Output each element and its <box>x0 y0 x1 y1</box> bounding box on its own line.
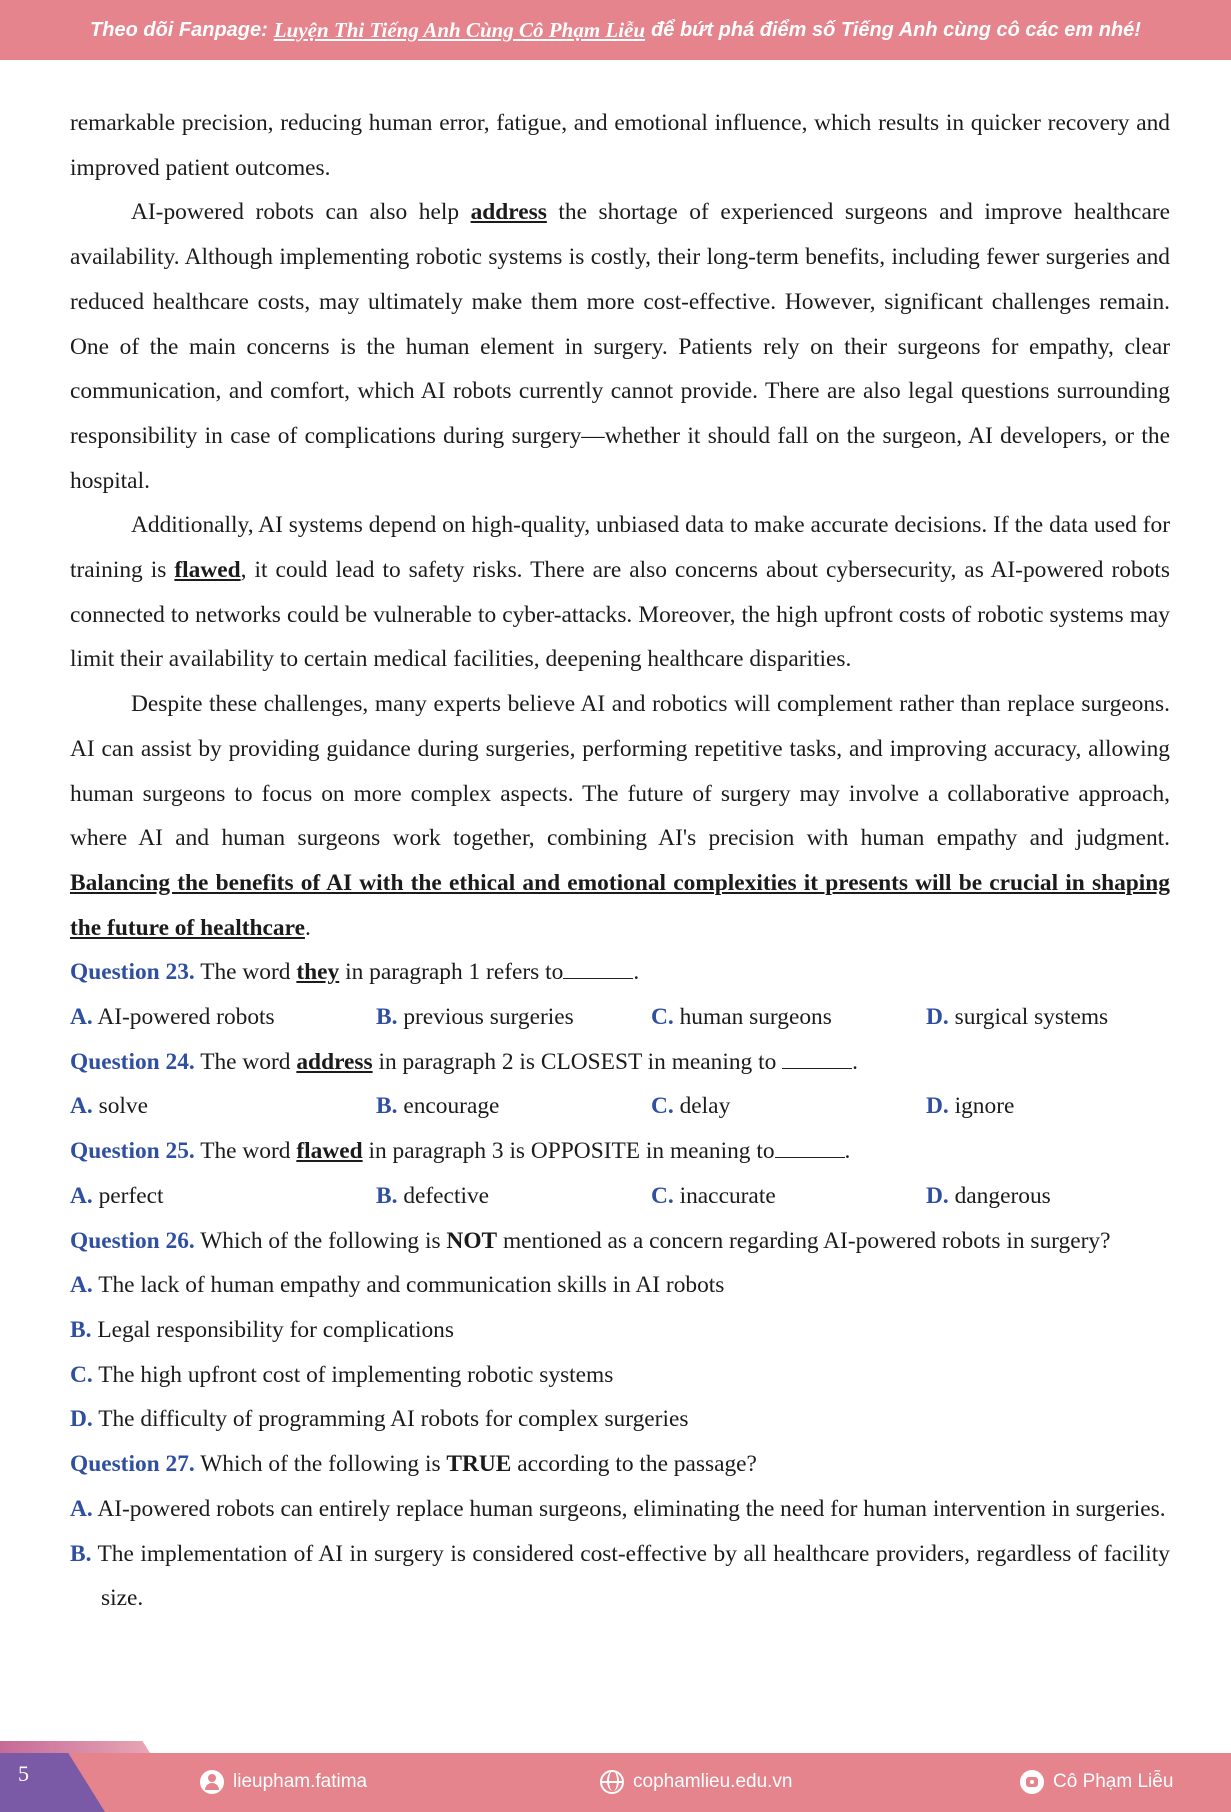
option-a[interactable]: A. The lack of human empathy and communication skills in AI robots <box>70 1272 725 1299</box>
question-25-word: flawed <box>296 1138 363 1165</box>
question-26: Question 26. Which of the following is NOT mentioned as a concern regarding AI-powered robots in surgery? <box>70 1227 1111 1254</box>
question-24-options <box>70 1084 1170 1129</box>
question-26-label: Question 26. <box>70 1227 195 1254</box>
option-a[interactable]: A. solve <box>70 1093 148 1120</box>
answer-blank <box>563 956 633 979</box>
question-27-keyword: TRUE <box>446 1451 512 1478</box>
question-23: Question 23. The word they in paragraph 1 refers to . <box>70 950 1170 995</box>
page-number-wedge <box>0 1753 105 1812</box>
option-d[interactable]: D. dangerous <box>926 1182 1051 1209</box>
paragraph-1-end: remarkable precision, reducing human error, fatigue, and emotional influence, which results in quicker recovery and improved patient outcomes. <box>70 110 1170 181</box>
option-c[interactable]: C. delay <box>651 1093 731 1120</box>
header-banner <box>0 0 1231 60</box>
option-b[interactable]: B. previous surgeries <box>376 1004 574 1031</box>
footer-profile-label: lieupham.fatima <box>233 1771 368 1792</box>
option-b[interactable]: B. Legal responsibility for complications <box>70 1316 454 1343</box>
highlighted-sentence: Balancing the benefits of AI with the ethical and emotional complexities it presents will be crucial in shaping the future of healthcare <box>70 869 1170 941</box>
question-23-label: Question 23. <box>70 959 195 986</box>
option-b[interactable]: B. The implementation of AI in surgery is considered cost-effective by all healthcare providers, regardless of facility size. <box>70 1540 1170 1612</box>
option-d[interactable]: D. surgical systems <box>926 1004 1109 1031</box>
option-c[interactable]: C. human surgeons <box>651 1004 832 1031</box>
option-d[interactable]: D. The difficulty of programming AI robots for complex surgeries <box>70 1406 689 1433</box>
page-number: 5 <box>18 1761 29 1786</box>
header-suffix: để bứt phá điểm số Tiếng Anh cùng cô các em nhé! <box>651 18 1141 41</box>
question-24-label: Question 24. <box>70 1048 195 1075</box>
option-c[interactable]: C. inaccurate <box>651 1182 776 1209</box>
page-accent-strip <box>0 1741 150 1753</box>
footer-channel[interactable] <box>1020 1770 1173 1794</box>
globe-icon <box>600 1770 624 1794</box>
question-25-options <box>70 1174 1170 1219</box>
footer-channel-label: Cô Phạm Liễu <box>1053 1771 1174 1792</box>
paragraph-3: Additionally, AI systems depend on high-quality, unbiased data to make accurate decisions. If the data used for training is flawed, it could lead to safety risks. There are also concerns about cybersecurity, as AI-powered robots connected to networks could be vulnerable to cyber-attacks. Moreover, the high upfront costs of robotic systems may limit their availability to certain medical facilities, deepening healthcare disparities. <box>70 512 1170 673</box>
footer-website[interactable] <box>600 1770 793 1794</box>
option-a[interactable]: A. AI-powered robots <box>70 1004 275 1031</box>
paragraph-2: AI-powered robots can also help address the shortage of experienced surgeons and improve healthcare availability. Although implementing robotic systems is costly, their long-term benefits, including fewer surgeries and reduced healthcare costs, may ultimately make them more cost-effective. However, significant challenges remain. One of the main concerns is the human element in surgery. Patients rely on their surgeons for empathy, clear communication, and comfort, which AI robots currently cannot provide. There are also legal questions surrounding responsibility in case of complications during surgery—whether it should fall on the surgeon, AI developers, or the hospital. <box>70 199 1170 494</box>
answer-blank <box>775 1135 845 1158</box>
question-27: Question 27. Which of the following is TRUE according to the passage? <box>70 1451 757 1478</box>
question-23-options <box>70 995 1170 1040</box>
user-icon <box>200 1770 224 1794</box>
option-c[interactable]: C. The high upfront cost of implementing robotic systems <box>70 1361 614 1388</box>
footer-website-label: cophamlieu.edu.vn <box>633 1771 793 1792</box>
option-a[interactable]: A. AI-powered robots can entirely replace human surgeons, eliminating the need for human intervention in surgeries. <box>70 1495 1166 1522</box>
header-prefix: Theo dõi Fanpage: <box>90 18 268 41</box>
question-24: Question 24. The word address in paragraph 2 is CLOSEST in meaning to . <box>70 1040 1170 1085</box>
footer-profile[interactable] <box>200 1770 367 1794</box>
option-b[interactable]: B. encourage <box>376 1093 500 1120</box>
answer-blank <box>782 1046 852 1069</box>
highlighted-word-flawed: flawed <box>174 557 241 584</box>
question-27-label: Question 27. <box>70 1451 195 1478</box>
paragraph-4: Despite these challenges, many experts believe AI and robotics will complement rather than replace surgeons. AI can assist by providing guidance during surgeries, performing repetitive tasks, and improving accuracy, allowing human surgeons to focus on more complex aspects. The future of surgery may involve a collaborative approach, where AI and human surgeons work together, combining AI's precision with human empathy and judgment. Balancing the benefits of AI with the ethical and emotional complexities it presents will be crucial in shaping the future of healthcare. <box>70 691 1170 941</box>
option-a[interactable]: A. perfect <box>70 1182 164 1209</box>
question-24-word: address <box>296 1048 373 1075</box>
page-content <box>70 101 1170 1621</box>
camera-icon <box>1020 1770 1044 1794</box>
highlighted-word-address: address <box>470 199 547 226</box>
question-23-word: they <box>296 959 340 986</box>
footer-banner <box>0 1753 1231 1812</box>
option-d[interactable]: D. ignore <box>926 1093 1015 1120</box>
question-25: Question 25. The word flawed in paragraph 3 is OPPOSITE in meaning to . <box>70 1129 1170 1174</box>
fanpage-link[interactable]: Luyện Thi Tiếng Anh Cùng Cô Phạm Liễu <box>273 17 646 42</box>
question-26-keyword: NOT <box>446 1227 498 1254</box>
question-25-label: Question 25. <box>70 1138 195 1165</box>
option-b[interactable]: B. defective <box>376 1182 490 1209</box>
